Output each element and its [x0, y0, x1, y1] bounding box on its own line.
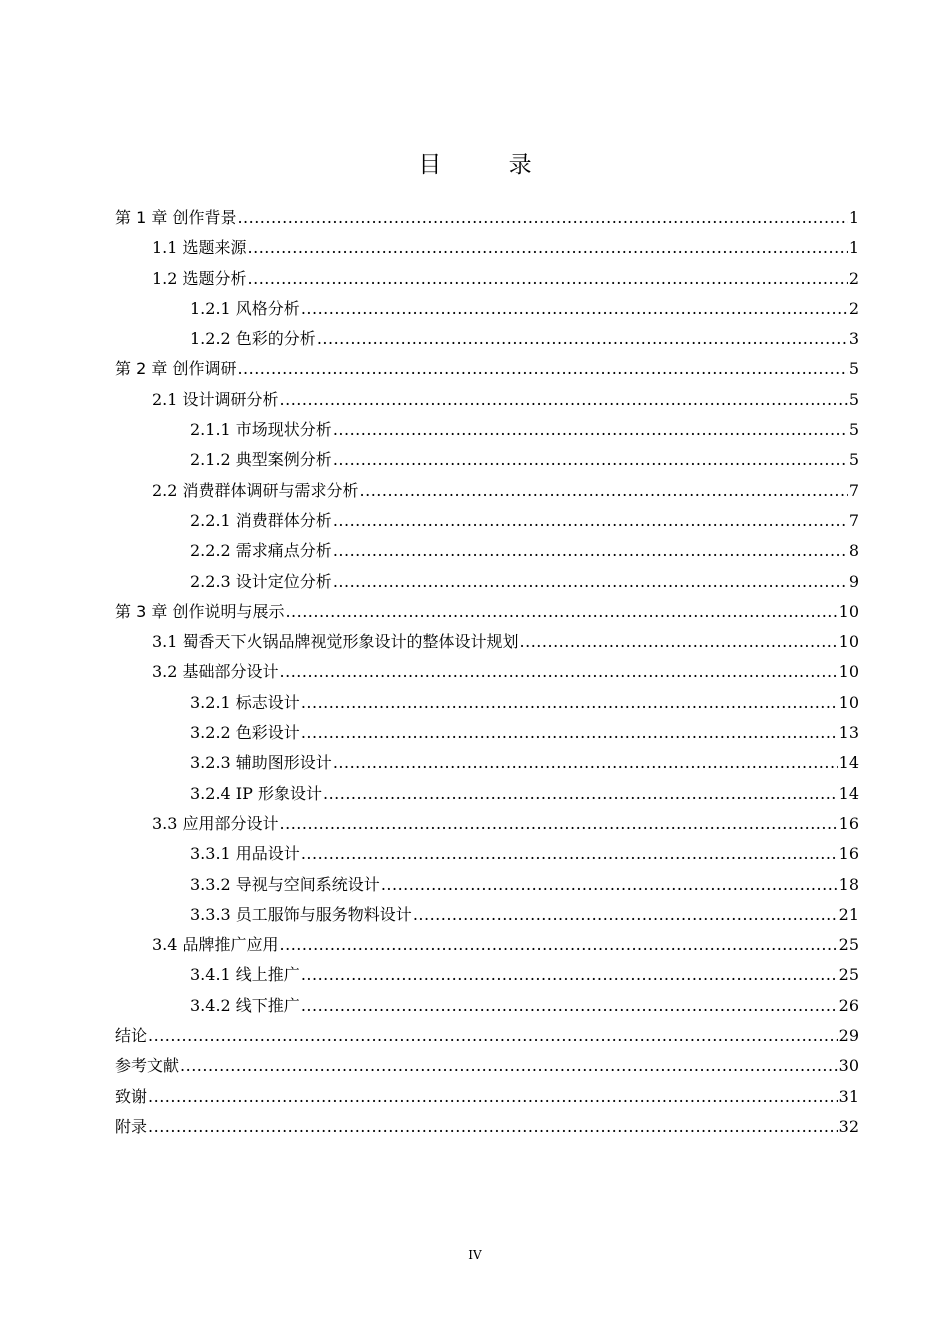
toc-entry-page: 16	[838, 844, 859, 864]
toc-entry-label: 2.2.1 消费群体分析	[190, 510, 332, 530]
toc-entry-page: 10	[838, 601, 859, 621]
toc-entry-label: 3.2.3 辅助图形设计	[190, 753, 332, 773]
toc-entry-page: 30	[838, 1056, 859, 1076]
dot-leader	[323, 779, 838, 809]
toc-entry-page: 21	[838, 904, 859, 924]
toc-entry[interactable]	[115, 718, 859, 748]
dot-leader	[248, 233, 848, 263]
toc-entry-page: 13	[838, 723, 859, 743]
toc-entry[interactable]	[115, 324, 859, 354]
toc-entry-label: 2.1.1 市场现状分析	[190, 420, 332, 440]
toc-entry[interactable]	[115, 1051, 859, 1081]
toc-entry-label: 3.3.3 员工服饰与服务物料设计	[190, 904, 412, 924]
toc-entry[interactable]	[115, 839, 859, 869]
toc-entry-page: 10	[838, 632, 859, 652]
toc-entry-page: 9	[848, 571, 859, 591]
toc-entry-label: 3.4.1 线上推广	[190, 965, 300, 985]
toc-entry-page: 10	[838, 692, 859, 712]
toc-entry[interactable]	[115, 627, 859, 657]
dot-leader	[280, 385, 848, 415]
toc-entry-label: 结论	[115, 1026, 148, 1046]
toc-entry-label: 3.2.4 IP 形象设计	[190, 783, 322, 803]
dot-leader	[180, 1051, 838, 1081]
toc-entry[interactable]	[115, 779, 859, 809]
toc-entry-page: 31	[838, 1086, 859, 1106]
toc-entry-label: 第 1 章 创作背景	[115, 208, 237, 227]
toc-entry[interactable]	[115, 415, 859, 445]
toc-entry[interactable]	[115, 809, 859, 839]
dot-leader	[301, 960, 838, 990]
toc-entry-label: 3.2 基础部分设计	[152, 662, 279, 682]
dot-leader	[301, 688, 838, 718]
toc-entry[interactable]	[115, 445, 859, 475]
dot-leader	[285, 597, 837, 627]
dot-leader	[413, 900, 838, 930]
toc-entry-label: 3.1 蜀香天下火锅品牌视觉形象设计的整体设计规划	[152, 632, 519, 652]
toc-entry-label: 2.2.2 需求痛点分析	[190, 541, 332, 561]
toc-entry[interactable]	[115, 960, 859, 990]
toc-entry[interactable]	[115, 748, 859, 778]
dot-leader	[301, 991, 838, 1021]
dot-leader	[381, 870, 838, 900]
toc-entry-page: 25	[838, 965, 859, 985]
dot-leader	[333, 536, 848, 566]
toc-entry-label: 3.4.2 线下推广	[190, 995, 300, 1015]
toc-entry[interactable]	[115, 1021, 859, 1051]
toc-entry[interactable]	[115, 536, 859, 566]
toc-entry-page: 25	[838, 935, 859, 955]
dot-leader	[148, 1021, 838, 1051]
dot-leader	[301, 839, 838, 869]
toc-entry-page: 3	[848, 329, 859, 349]
toc-entry-label: 1.2 选题分析	[152, 268, 247, 288]
toc-entry-page: 5	[848, 450, 859, 470]
dot-leader	[360, 476, 848, 506]
toc-entry[interactable]	[115, 506, 859, 536]
toc-entry-page: 18	[838, 874, 859, 894]
toc-entry-label: 附录	[115, 1116, 148, 1136]
toc-entry-label: 2.2.3 设计定位分析	[190, 571, 332, 591]
dot-leader	[333, 567, 848, 597]
toc-entry-page: 5	[848, 389, 859, 409]
toc-entry[interactable]	[115, 567, 859, 597]
table-of-contents	[115, 203, 859, 1142]
toc-entry[interactable]	[115, 476, 859, 506]
toc-entry[interactable]	[115, 930, 859, 960]
toc-entry[interactable]	[115, 203, 859, 233]
toc-entry-page: 7	[848, 480, 859, 500]
dot-leader	[280, 809, 838, 839]
toc-entry-label: 3.3.1 用品设计	[190, 844, 300, 864]
toc-entry-page: 5	[848, 420, 859, 440]
dot-leader	[520, 627, 838, 657]
toc-entry[interactable]	[115, 597, 859, 627]
dot-leader	[237, 203, 847, 233]
toc-entry-label: 第 3 章 创作说明与展示	[115, 601, 285, 621]
toc-entry-page: 2	[848, 268, 859, 288]
toc-entry-page: 14	[838, 783, 859, 803]
toc-entry-page: 16	[838, 813, 859, 833]
dot-leader	[333, 506, 848, 536]
toc-entry-page: 1	[848, 208, 859, 227]
toc-entry[interactable]	[115, 385, 859, 415]
toc-entry-label: 1.2.1 风格分析	[190, 298, 300, 318]
toc-entry-page: 32	[838, 1116, 859, 1136]
toc-entry-label: 参考文献	[115, 1056, 180, 1076]
toc-entry[interactable]	[115, 294, 859, 324]
toc-entry[interactable]	[115, 657, 859, 687]
dot-leader	[333, 748, 838, 778]
toc-entry-page: 2	[848, 298, 859, 318]
dot-leader	[280, 657, 838, 687]
toc-entry-label: 3.4 品牌推广应用	[152, 935, 279, 955]
toc-entry-label: 3.3 应用部分设计	[152, 813, 279, 833]
toc-entry-page: 10	[838, 662, 859, 682]
dot-leader	[148, 1112, 838, 1142]
toc-entry-label: 2.1.2 典型案例分析	[190, 450, 332, 470]
toc-entry-page: 26	[838, 995, 859, 1015]
toc-entry-label: 第 2 章 创作调研	[115, 359, 237, 379]
toc-entry-label: 3.2.1 标志设计	[190, 692, 300, 712]
toc-entry[interactable]	[115, 264, 859, 294]
toc-entry[interactable]	[115, 900, 859, 930]
dot-leader	[301, 718, 838, 748]
toc-entry[interactable]	[115, 870, 859, 900]
dot-leader	[248, 264, 848, 294]
toc-entry[interactable]	[115, 354, 859, 384]
toc-entry-label: 1.2.2 色彩的分析	[190, 329, 316, 349]
toc-entry[interactable]	[115, 688, 859, 718]
toc-entry-label: 1.1 选题来源	[152, 238, 247, 258]
dot-leader	[333, 415, 848, 445]
dot-leader	[301, 294, 848, 324]
toc-entry-label: 3.2.2 色彩设计	[190, 723, 300, 743]
dot-leader	[333, 445, 848, 475]
page-number: IV	[468, 1248, 482, 1262]
toc-entry[interactable]	[115, 1082, 859, 1112]
toc-entry-label: 2.1 设计调研分析	[152, 389, 279, 409]
toc-entry-page: 1	[848, 238, 859, 258]
toc-entry-page: 8	[848, 541, 859, 561]
toc-entry-page: 29	[838, 1026, 859, 1046]
dot-leader	[237, 354, 847, 384]
dot-leader	[280, 930, 838, 960]
toc-entry-page: 5	[848, 359, 859, 379]
toc-entry-label: 3.3.2 导视与空间系统设计	[190, 874, 380, 894]
toc-entry-page: 14	[838, 753, 859, 773]
toc-entry-label: 2.2 消费群体调研与需求分析	[152, 480, 359, 500]
page-title: 目 录	[418, 152, 562, 178]
toc-entry[interactable]	[115, 991, 859, 1021]
toc-entry-page: 7	[848, 510, 859, 530]
toc-entry[interactable]	[115, 1112, 859, 1142]
dot-leader	[148, 1082, 838, 1112]
toc-entry-label: 致谢	[115, 1086, 148, 1106]
dot-leader	[317, 324, 848, 354]
toc-entry[interactable]	[115, 233, 859, 263]
